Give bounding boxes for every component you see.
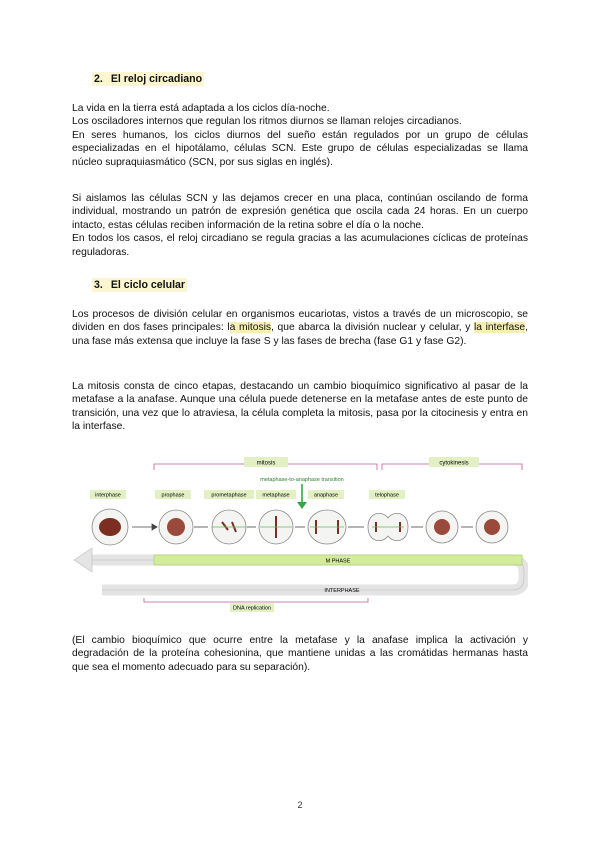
section-2-number: 2.: [94, 73, 103, 85]
section-3-paragraph-1: [72, 308, 528, 348]
stage-label-prometaphase: prometaphase: [211, 492, 247, 499]
stage-arrowhead: [152, 524, 157, 530]
section-3-paragraph-2: La mitosis consta de cinco etapas, destacando un cambio bioquímico significativo al pasar de la metafase a la anafase. Aunque una célula puede detenerse en la metafase antes de este punto de transición, una vez que lo atraviesa, la célula completa la mitosis, pasa por la citocinesis y entra en la interfase.: [72, 381, 528, 433]
section-2-heading: [92, 72, 204, 86]
cycle-arrowhead: [74, 548, 92, 572]
cytokinesis-label: cytokinesis: [439, 460, 469, 467]
s3-text-c: , una fase más extensa que incluye la fase S y las fases de brecha (fase G1 y fase G2).: [72, 322, 528, 347]
nucleus-interphase: [99, 518, 121, 536]
s2-line-4: Si aislamos las células SCN y las dejamos crecer en una placa, continúan oscilando de forma individual, mostrando un patrón de expresión genética que oscila cada 24 horas. En un cuerpo intacto, estas células reciben información de la retina sobre el día o la noche.: [72, 193, 528, 231]
stage-label-interphase: interphase: [95, 492, 121, 499]
stage-label-anaphase: anaphase: [313, 492, 339, 499]
stage-label-telophase: telophase: [375, 492, 399, 499]
page-number: 2: [297, 800, 303, 810]
interphase-band-label: INTERPHASE: [324, 588, 360, 594]
s2-line-1: La vida en la tierra está adaptada a los ciclos día-noche.: [72, 103, 330, 114]
m-phase-label: M PHASE: [325, 558, 351, 565]
stage-label-metaphase: metaphase: [262, 492, 290, 499]
section-3-title: El ciclo celular: [110, 279, 186, 291]
section-2-paragraph-2: [72, 192, 528, 259]
section-3-heading: [92, 278, 187, 292]
transition-arrowhead: [297, 502, 307, 509]
nucleus-daughter-2: [484, 519, 500, 535]
nucleus-prophase: [167, 518, 185, 536]
s3-text-b: , que abarca la división nuclear y celular, y: [271, 322, 475, 334]
section-2-paragraph-1: [72, 102, 528, 169]
nucleus-daughter-1: [434, 519, 450, 535]
cell-cycle-figure: [72, 452, 528, 618]
section-2-title: El reloj circadiano: [110, 73, 203, 85]
dna-replication-label: DNA replication: [233, 605, 271, 612]
s2-line-2: Los osciladores internos que regulan los ritmos diurnos se llaman relojes circadianos.: [72, 116, 462, 128]
s3-text-a: Los procesos de división celular en organismos eucariotas, vistos a través de un microscopio, se dividen en dos fases principales: l: [72, 309, 528, 334]
transition-label: metaphase-to-anaphase transition: [260, 477, 344, 483]
highlight-interfase: la interfase: [474, 322, 526, 334]
stage-label-prophase: prophase: [161, 492, 185, 499]
s2-line-5: En todos los casos, el reloj circadiano se regula gracias a las acumulaciones cíclicas de proteínas reguladoras.: [72, 233, 528, 258]
mitosis-label: mitosis: [256, 460, 276, 467]
section-3-paragraph-3: (El cambio bioquímico que ocurre entre la metafase y la anafase implica la activación y degradación de la proteína cohesionina, que mantiene unidas a las cromátidas hermanas hasta que sea el momento adecuado para su separación).: [72, 635, 528, 673]
highlight-mitosis: a mitosis: [229, 322, 272, 334]
section-3-number: 3.: [94, 279, 103, 291]
s2-line-3: En seres humanos, los ciclos diurnos del sueño están regulados por un grupo de células especializadas en el hipotálamo, células SCN. Este grupo de células especializadas se llama núcleo supraquiasmático (SCN, por sus siglas en inglés).: [72, 129, 528, 168]
dna-replication-bracket: [144, 598, 368, 602]
